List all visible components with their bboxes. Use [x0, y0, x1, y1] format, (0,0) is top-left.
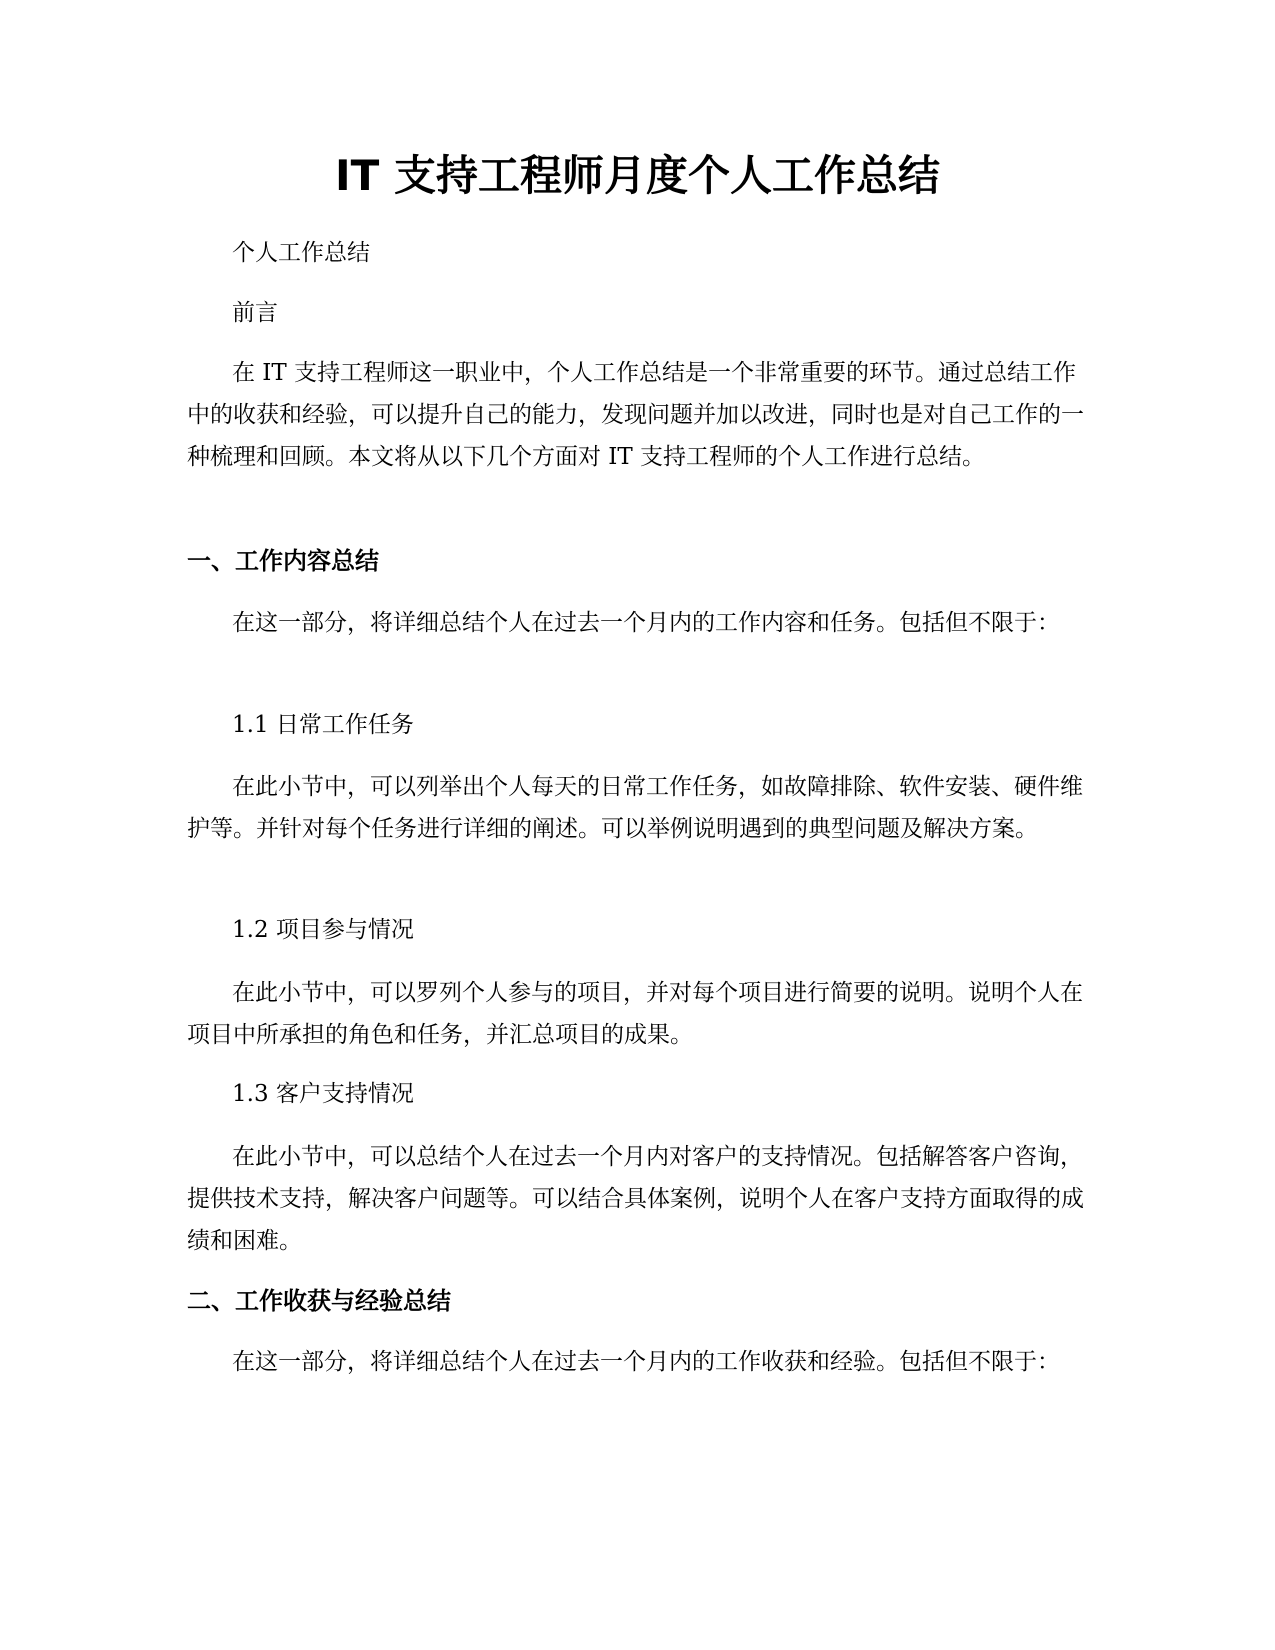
- subsection-1-1-text: 在此小节中，可以列举出个人每天的日常工作任务，如故障排除、软件安装、硬件维护等。并针对每个任务进行详细的阐述。可以举例说明遇到的典型问题及解决方案。: [187, 774, 1083, 842]
- subtitle-line: 个人工作总结: [232, 240, 370, 266]
- section2-intro: 在这一部分，将详细总结个人在过去一个月内的工作收获和经验。包括但不限于：: [232, 1349, 1060, 1375]
- subsection-1-1-title: 1.1 日常工作任务: [232, 712, 414, 738]
- intro-paragraph: 在 IT 支持工程师这一职业中，个人工作总结是一个非常重要的环节。通过总结工作中的收获和经验，可以提升自己的能力，发现问题并加以改进，同时也是对自己工作的一种梳理和回顾。本文将从以下几个方面对 IT 支持工程师的个人工作进行总结。: [187, 360, 1084, 470]
- preface-label: 前言: [232, 300, 278, 326]
- subsection-1-2-title: 1.2 项目参与情况: [232, 917, 414, 943]
- section1-intro: 在这一部分，将详细总结个人在过去一个月内的工作内容和任务。包括但不限于：: [232, 610, 1060, 636]
- subsection-1-3-text: 在此小节中，可以总结个人在过去一个月内对客户的支持情况。包括解答客户咨询，提供技术支持，解决客户问题等。可以结合具体案例，说明个人在客户支持方面取得的成绩和困难。: [187, 1144, 1084, 1254]
- section1-heading: 一、工作内容总结: [187, 547, 379, 575]
- section2-heading: 二、工作收获与经验总结: [187, 1287, 451, 1315]
- subsection-1-3-title: 1.3 客户支持情况: [232, 1081, 414, 1107]
- document-title: IT 支持工程师月度个人工作总结: [335, 151, 940, 200]
- subsection-1-2-text: 在此小节中，可以罗列个人参与的项目，并对每个项目进行简要的说明。说明个人在项目中所承担的角色和任务，并汇总项目的成果。: [187, 980, 1083, 1048]
